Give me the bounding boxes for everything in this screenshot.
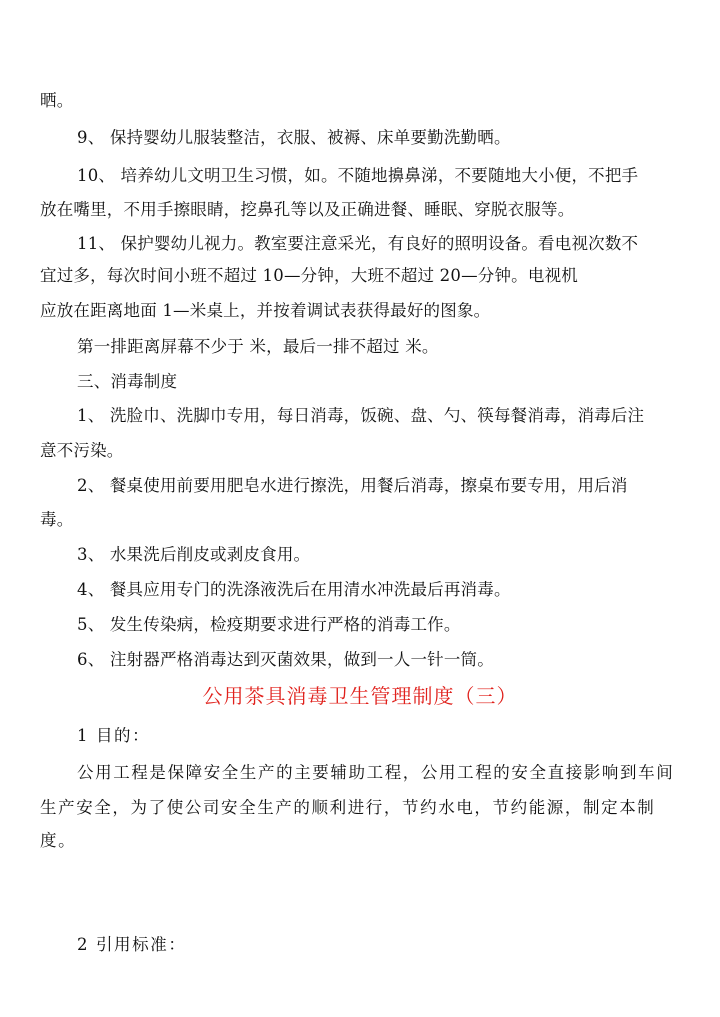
text-line: 第一排距离屏幕不少于 米，最后一排不超过 米。	[77, 337, 439, 356]
text-line: 9、 保持婴幼儿服装整洁，衣服、被褥、床单要勤洗勤晒。	[77, 128, 511, 147]
text-line: 生产安全，为了使公司安全生产的顺利进行，节约水电，节约能源，制定本制	[40, 798, 656, 817]
text-line: 4、 餐具应用专门的洗涤液洗后在用清水冲洗最后再消毒。	[77, 580, 511, 599]
text-line: 6、 注射器严格消毒达到灭菌效果，做到一人一针一筒。	[77, 650, 494, 669]
text-line: 毒。	[40, 510, 74, 529]
text-line: 应放在距离地面 1—米桌上，并按着调试表获得最好的图象。	[40, 301, 491, 320]
text-line: 10、 培养幼儿文明卫生习惯，如。不随地擤鼻涕，不要随地大小便，不把手	[77, 166, 639, 185]
text-line: 11、 保护婴幼儿视力。教室要注意采光，有良好的照明设备。看电视次数不	[77, 234, 639, 253]
text-line: 意不污染。	[40, 441, 124, 460]
section-heading: 2 引用标准：	[77, 935, 187, 954]
document-title: 公用茶具消毒卫生管理制度（三）	[202, 684, 518, 708]
text-line: 2、 餐桌使用前要用肥皂水进行擦洗，用餐后消毒，擦桌布要专用，用后消	[77, 476, 628, 495]
text-line: 度。	[40, 831, 77, 850]
text-line: 宜过多，每次时间小班不超过 10—分钟，大班不超过 20—分钟。电视机	[40, 266, 578, 285]
section-heading: 三、消毒制度	[77, 372, 178, 391]
text-line: 放在嘴里，不用手擦眼睛，挖鼻孔等以及正确进餐、睡眠、穿脱衣服等。	[40, 200, 575, 219]
text-line: 晒。	[40, 91, 74, 110]
text-line: 5、 发生传染病，检疫期要求进行严格的消毒工作。	[77, 615, 461, 634]
text-line: 公用工程是保障安全生产的主要辅助工程，公用工程的安全直接影响到车间	[77, 763, 675, 782]
text-line: 1、 洗脸巾、洗脚巾专用，每日消毒，饭碗、盘、勺、筷每餐消毒，消毒后注	[77, 406, 645, 425]
text-line: 3、 水果洗后削皮或剥皮食用。	[77, 545, 311, 564]
section-heading: 1 目的：	[77, 726, 151, 745]
